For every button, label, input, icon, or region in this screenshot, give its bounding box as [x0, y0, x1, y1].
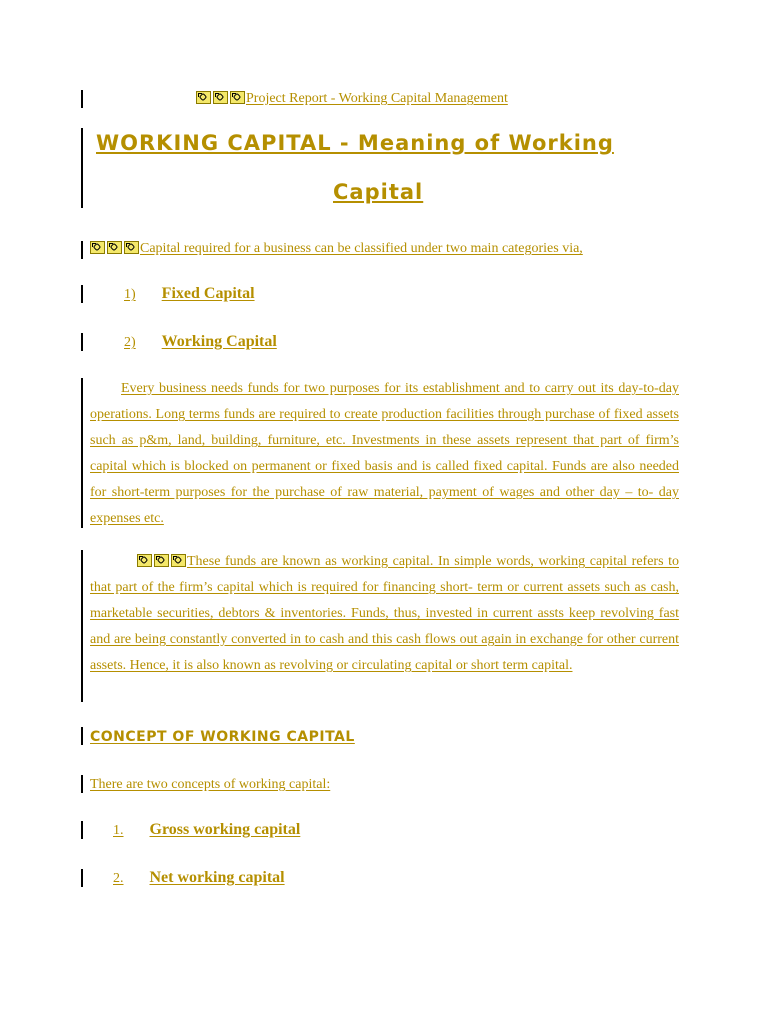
report-header-text[interactable]: Project Report - Working Capital Management — [246, 91, 508, 106]
report-header[interactable] — [196, 91, 508, 107]
doc-link-icon — [171, 554, 186, 567]
doc-link-icon — [196, 91, 211, 104]
margin-bar — [81, 727, 83, 745]
paragraph-fixed-capital — [90, 376, 679, 532]
margin-bar — [81, 285, 83, 303]
margin-bar — [81, 821, 83, 839]
section-heading: CONCEPT OF WORKING CAPITAL — [90, 729, 355, 745]
list-item — [113, 869, 285, 887]
icon-group — [137, 554, 186, 567]
margin-bar — [81, 241, 83, 259]
icon-group — [90, 241, 139, 254]
doc-link-icon — [137, 554, 152, 567]
page-title-line1: WORKING CAPITAL - Meaning of Working — [96, 131, 614, 155]
list-number: 1) — [124, 287, 136, 302]
margin-bar — [81, 128, 83, 208]
list-item — [124, 285, 255, 303]
list-item — [124, 333, 277, 351]
intro-line — [90, 241, 583, 257]
doc-link-icon — [124, 241, 139, 254]
paragraph-working-capital — [90, 549, 679, 679]
list-label: Net working capital — [149, 869, 285, 886]
margin-bar — [81, 378, 83, 528]
margin-bar — [81, 775, 83, 793]
intro-text: Capital required for a business can be classified under two main categories via, — [140, 241, 583, 256]
doc-link-icon — [154, 554, 169, 567]
concept-intro: There are two concepts of working capital: — [90, 777, 331, 792]
list-label: Fixed Capital — [161, 285, 255, 302]
margin-bar — [81, 90, 83, 108]
icon-group — [196, 91, 245, 104]
doc-link-icon — [230, 91, 245, 104]
page-title-line2: Capital — [333, 180, 424, 204]
doc-link-icon — [107, 241, 122, 254]
list-number: 1. — [113, 823, 124, 838]
margin-bar — [81, 869, 83, 887]
list-label: Working Capital — [161, 333, 277, 350]
margin-bar — [81, 333, 83, 351]
list-item — [113, 821, 300, 839]
margin-bar — [81, 550, 83, 702]
list-number: 2. — [113, 871, 124, 886]
list-label: Gross working capital — [149, 821, 301, 838]
paragraph-text: These funds are known as working capital. In simple words, working capital refers to that part of the firm’s capital which is required for financing short- term or current assets such as cash, marketable securities, debtors & inventories. Funds, thus, invested in current assts keep revolving fast and are being constantly converted in to cash and this cash flows out again in exchange for other current assets. Hence, it is also known as revolving or circulating capital or short term capital. — [90, 554, 679, 673]
doc-link-icon — [213, 91, 228, 104]
paragraph-text: Every business needs funds for two purposes for its establishment and to carry out its day-to-day operations. Long terms funds are required to create production facilities through purchase of fixed assets such as p&m, land, building, furniture, etc. Investments in these assets represent that part of firm’s capital which is blocked on permanent or fixed basis and is called fixed capital. Funds are also needed for short-term purposes for the purchase of raw material, payment of wages and other day – to- day expenses etc. — [90, 381, 679, 526]
list-number: 2) — [124, 335, 136, 350]
doc-link-icon — [90, 241, 105, 254]
